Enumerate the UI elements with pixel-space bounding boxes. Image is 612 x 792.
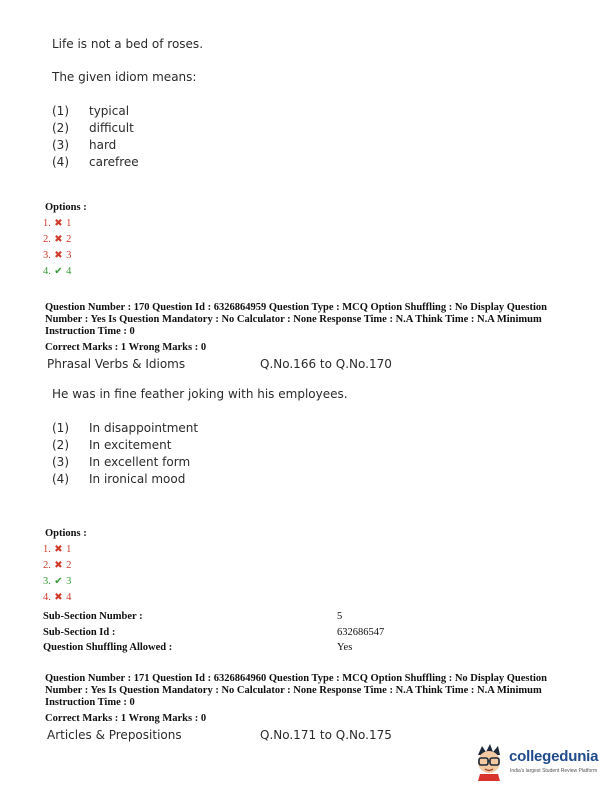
cross-icon: ✖ [54,250,63,261]
option-prefix: 2. [43,234,51,245]
option-value: 4 [66,592,72,603]
option-prefix: 2. [43,560,51,571]
cross-icon: ✖ [54,592,63,603]
choice-text: In excellent form [89,455,191,469]
check-icon: ✔ [54,266,63,277]
choice-number: (2) [52,438,69,452]
option-value: 3 [66,250,72,261]
question-marks: Correct Marks : 1 Wrong Marks : 0 [45,713,207,724]
option-row [43,544,71,555]
option-row [43,234,71,245]
option-row [43,576,71,587]
choice-text: carefree [89,155,139,169]
option-row [43,266,71,277]
shuffle-value: Yes [337,642,353,653]
choice-number: (4) [52,472,69,486]
section-title: Articles & Prepositions [47,728,182,742]
choice-number: (1) [52,104,69,118]
question-marks: Correct Marks : 1 Wrong Marks : 0 [45,342,207,353]
question-text: Life is not a bed of roses. [52,37,204,51]
subsection-id-label: Sub-Section Id : [43,627,116,638]
choice-number: (3) [52,138,69,152]
question-meta: Instruction Time : 0 [45,326,135,337]
option-row [43,250,71,261]
question-meta: Question Number : 171 Question Id : 6326864960 Question Type : MCQ Option Shuffling : No Display Question [45,673,548,684]
logo-tagline: India's largest Student Review Platform [510,768,598,774]
cross-icon: ✖ [54,234,63,245]
cross-icon: ✖ [54,544,63,555]
logo-wordmark: collegedunia [509,748,599,765]
choice-text: In ironical mood [89,472,186,486]
check-icon: ✔ [54,576,63,587]
question-meta: Number : Yes Is Question Mandatory : No Calculator : None Response Time : N.A Think Time : N.A Minimum [45,685,542,696]
question-meta: Question Number : 170 Question Id : 6326864959 Question Type : MCQ Option Shuffling : No Display Question [45,302,548,313]
option-prefix: 3. [43,250,51,261]
options-heading: Options : [45,528,87,539]
choice-number: (4) [52,155,69,169]
option-value: 1 [66,218,72,229]
option-value: 2 [66,560,72,571]
option-row [43,592,71,603]
option-prefix: 4. [43,592,51,603]
choice-number: (2) [52,121,69,135]
subsection-number-label: Sub-Section Number : [43,611,143,622]
collegedunia-logo [472,743,607,783]
section-title: Phrasal Verbs & Idioms [47,357,186,371]
option-row [43,560,71,571]
question-meta: Instruction Time : 0 [45,697,135,708]
question-meta: Number : Yes Is Question Mandatory : No Calculator : None Response Time : N.A Think Time : N.A Minimum [45,314,542,325]
option-prefix: 4. [43,266,51,277]
cross-icon: ✖ [54,218,63,229]
subsection-id-value: 632686547 [337,627,385,638]
option-value: 4 [66,266,72,277]
choice-text: In excitement [89,438,172,452]
option-prefix: 1. [43,544,51,555]
subsection-number-value: 5 [337,611,343,622]
choice-text: typical [89,104,130,118]
choice-text: In disappointment [89,421,199,435]
question-prompt: The given idiom means: [52,70,197,84]
question-range: Q.No.166 to Q.No.170 [260,357,392,371]
option-value: 1 [66,544,72,555]
shuffle-label: Question Shuffling Allowed : [43,642,173,653]
options-heading: Options : [45,202,87,213]
choice-number: (3) [52,455,69,469]
question-range: Q.No.171 to Q.No.175 [260,728,392,742]
choice-text: difficult [89,121,134,135]
option-row [43,218,71,229]
option-value: 3 [66,576,72,587]
mascot-icon [472,743,506,781]
cross-icon: ✖ [54,560,63,571]
choice-text: hard [89,138,117,152]
choice-number: (1) [52,421,69,435]
option-prefix: 3. [43,576,51,587]
option-prefix: 1. [43,218,51,229]
question-text: He was in fine feather joking with his employees. [52,387,348,401]
option-value: 2 [66,234,72,245]
